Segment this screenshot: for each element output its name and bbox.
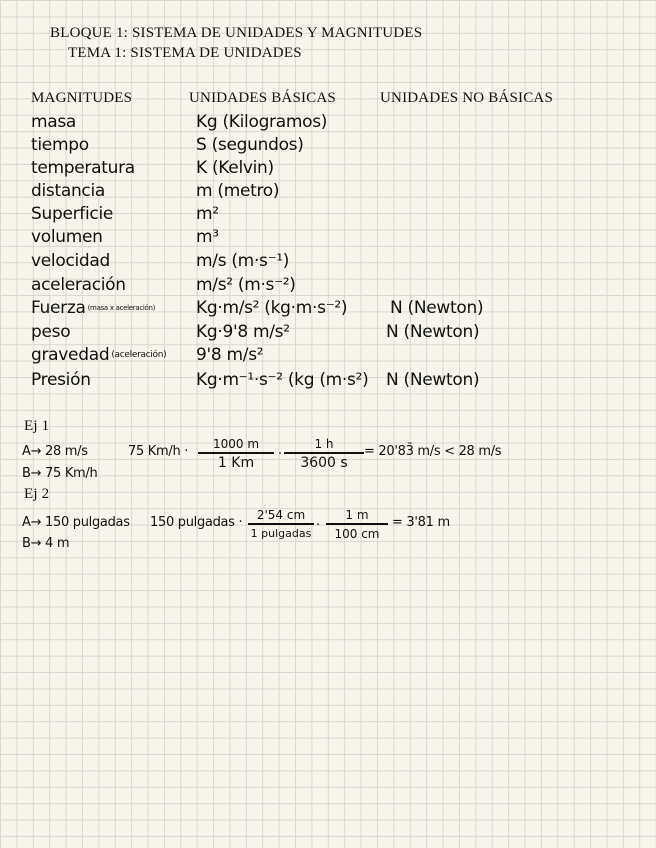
fraction-bar [198,452,274,454]
magnitud-fuerza-label: Fuerza [31,298,86,318]
header-magnitudes: MAGNITUDES [31,90,133,106]
magnitud-velocidad: velocidad [31,251,111,271]
magnitud-peso: peso [31,322,71,342]
magnitud-masa: masa [31,112,77,132]
unidad-fuerza: Kg·m/s² (kg·m·s⁻²) [196,298,348,318]
ej2-b: B→ 4 m [22,536,70,551]
unidad-volumen: m³ [196,227,219,247]
ej1-f2-num: 1 h [314,437,334,451]
magnitud-aceleracion: aceleración [31,275,126,295]
fraction-bar [326,523,388,525]
ej1-fraction-2 [284,437,364,471]
ej1-title: Ej 1 [24,418,50,434]
ej2-a: A→ 150 pulgadas [22,515,130,530]
ej2-f2-den: 100 cm [334,527,380,541]
ej1-start: 75 Km/h · [128,444,189,459]
header-unidades-basicas: UNIDADES BÁSICAS [189,90,336,106]
magnitud-fuerza-note: (masa x aceleración) [87,304,156,312]
ej2-fraction-2 [326,508,388,542]
ej2-f2-num: 1 m [345,508,369,522]
unidad-presion: Kg·m⁻¹·s⁻² (kg (m·s²) [196,370,369,390]
unidad-velocidad: m/s (m·s⁻¹) [196,251,290,271]
ej2-fraction-1 [248,508,314,542]
magnitud-temperatura: temperatura [31,158,135,178]
ej2-f1-den: 1 pulgadas [250,527,312,540]
magnitud-volumen: volumen [31,227,103,247]
ej2-title: Ej 2 [24,486,50,502]
ej2-result: = 3'81 m [392,515,450,530]
fraction-bar [248,523,314,525]
unidad-distancia: m (metro) [196,181,280,201]
magnitud-presion: Presión [31,370,91,390]
unidad-tiempo: S (segundos) [196,135,304,155]
magnitud-gravedad-label: gravedad [31,345,110,365]
magnitud-superficie: Superficie [31,204,114,224]
ej2-start: 150 pulgadas · [150,515,243,530]
ej1-f2-den: 3600 s [300,455,348,471]
header-unidades-no-basicas: UNIDADES NO BÁSICAS [380,90,553,106]
magnitud-tiempo: tiempo [31,135,89,155]
ej2-dot: · [316,518,320,533]
magnitud-fuerza [31,298,155,318]
unidad-superficie: m² [196,204,219,224]
fraction-bar [284,452,364,454]
ej1-b: B→ 75 Km/h [22,466,98,481]
ej2-f1-num: 2'54 cm [256,508,306,522]
unidad-no-basica-fuerza: N (Newton) [390,298,484,318]
unidad-peso: Kg·9'8 m/s² [196,322,290,342]
magnitud-gravedad-note: (aceleración) [111,350,167,360]
ej1-dot: · [278,447,282,462]
magnitud-gravedad [31,345,166,365]
unidad-temperatura: K (Kelvin) [196,158,274,178]
bloque-title: BLOQUE 1: SISTEMA DE UNIDADES Y MAGNITUDES [50,25,423,41]
unidad-aceleracion: m/s² (m·s⁻²) [196,275,296,295]
unidad-no-basica-presion: N (Newton) [386,370,480,390]
ej1-f1-den: 1 Km [217,455,255,471]
ej1-fraction-1 [198,437,274,471]
ej1-a: A→ 28 m/s [22,444,88,459]
magnitud-distancia: distancia [31,181,106,201]
unidad-gravedad: 9'8 m/s² [196,345,264,365]
unidad-no-basica-peso: N (Newton) [386,322,480,342]
ej1-result: = 20'83̄ m/s < 28 m/s [364,444,502,459]
unidad-masa: Kg (Kilogramos) [196,112,328,132]
tema-title: TEMA 1: SISTEMA DE UNIDADES [68,45,302,61]
ej1-f1-num: 1000 m [212,437,260,451]
